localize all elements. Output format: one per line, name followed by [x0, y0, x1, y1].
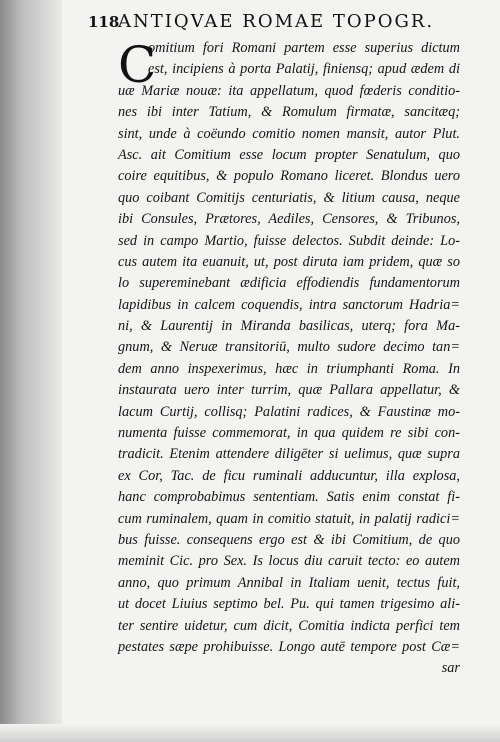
text-line: cus autem ita euanuit, ut, post diruta iam pridem, quæ so	[118, 253, 460, 270]
text-line: omitium fori Romani partem esse superius dictum	[148, 40, 460, 56]
text-line: ibi Consules, Prætores, Aediles, Censores, & Tribunos,	[118, 211, 460, 228]
text-line: ex Cor, Tac. de ficu ruminali adducuntur, illa explosa,	[118, 467, 460, 484]
catchword: sar	[441, 660, 460, 677]
page-bottom-shade	[0, 724, 500, 742]
text-line: lo supereminebant ædificia effodiendis fundamentorum	[118, 275, 460, 292]
text-line: cum ruminalem, quam in comitio statuit, in palatij radici=	[118, 510, 460, 527]
text-line: lapidibus in calcem coquendis, intra sanctorum Hadria=	[118, 296, 460, 313]
text-line: pestates sæpe prohibuisse. Longo autē tempore post Cæ=	[118, 638, 460, 655]
text-line: uæ Mariæ nouæ: ita appellatum, quod fœderis conditio-	[118, 82, 460, 99]
text-line: dem anno inspexerimus, hæc in triumphanti Roma. In	[118, 360, 460, 377]
text-line: est, incipiens à porta Palatij, finiensq; apud ædem di	[148, 61, 460, 78]
text-line: Asc. ait Comitium esse locum propter Senatulum, quo	[118, 146, 460, 163]
text-line: instaurata uero inter turrim, quæ Pallara appellatur, &	[118, 382, 460, 399]
text-line: ter sentire uidetur, cum dicit, Comitia indicta perfici tem	[118, 617, 460, 634]
text-line: lacum Curtij, collisq; Palatini radices, & Faustinæ mo-	[118, 403, 460, 420]
text-line: sed in campo Martio, fuisse delectos. Subdit deinde: Lo-	[118, 232, 460, 249]
body-text	[118, 38, 460, 680]
text-line: hanc comprobabimus sententiam. Satis enim constat fi-	[118, 489, 460, 506]
text-line: anno, quo primum Annibal in Italiam uenit, tectus fuit,	[118, 574, 460, 591]
text-line: coire equitibus, & populo Romano liceret. Blondus uero	[118, 168, 460, 185]
text-line: numenta fuisse commemorat, in qua quidem re sibi con-	[118, 425, 460, 442]
text-line: ni, & Laurentij in Miranda basilicas, uterq; fora Ma-	[118, 318, 460, 335]
page-gutter-shadow	[0, 0, 62, 742]
text-line: sint, unde à coëundo comitio nomen mansit, autor Plut.	[118, 125, 460, 142]
text-line: bus fuisse. consequens ergo est & ibi Comitium, de quo	[118, 531, 460, 548]
page-header	[88, 8, 468, 34]
running-head: ANTIQVAE ROMAE TOPOGR.	[118, 11, 435, 32]
text-line: ut docet Liuius septimo bel. Pu. qui tamen trigesimo ali-	[118, 596, 460, 613]
text-line: tradicit. Etenim attendere diligēter si uelimus, quæ supra	[118, 446, 460, 463]
text-line: quo coibant Comitijs centuriatis, & litium causa, neque	[118, 189, 460, 206]
drop-cap: C	[118, 36, 157, 94]
text-line: gnum, & Neruæ transitoriū, multo sudore decimo tan=	[118, 339, 460, 356]
text-line: nes ibi inter Tatium, & Romulum firmatæ, sancitæq;	[118, 104, 460, 121]
text-line: meminit Cic. pro Sex. Is locus diu caruit tecto: eo autem	[118, 553, 460, 570]
page-number: 118	[88, 13, 120, 31]
